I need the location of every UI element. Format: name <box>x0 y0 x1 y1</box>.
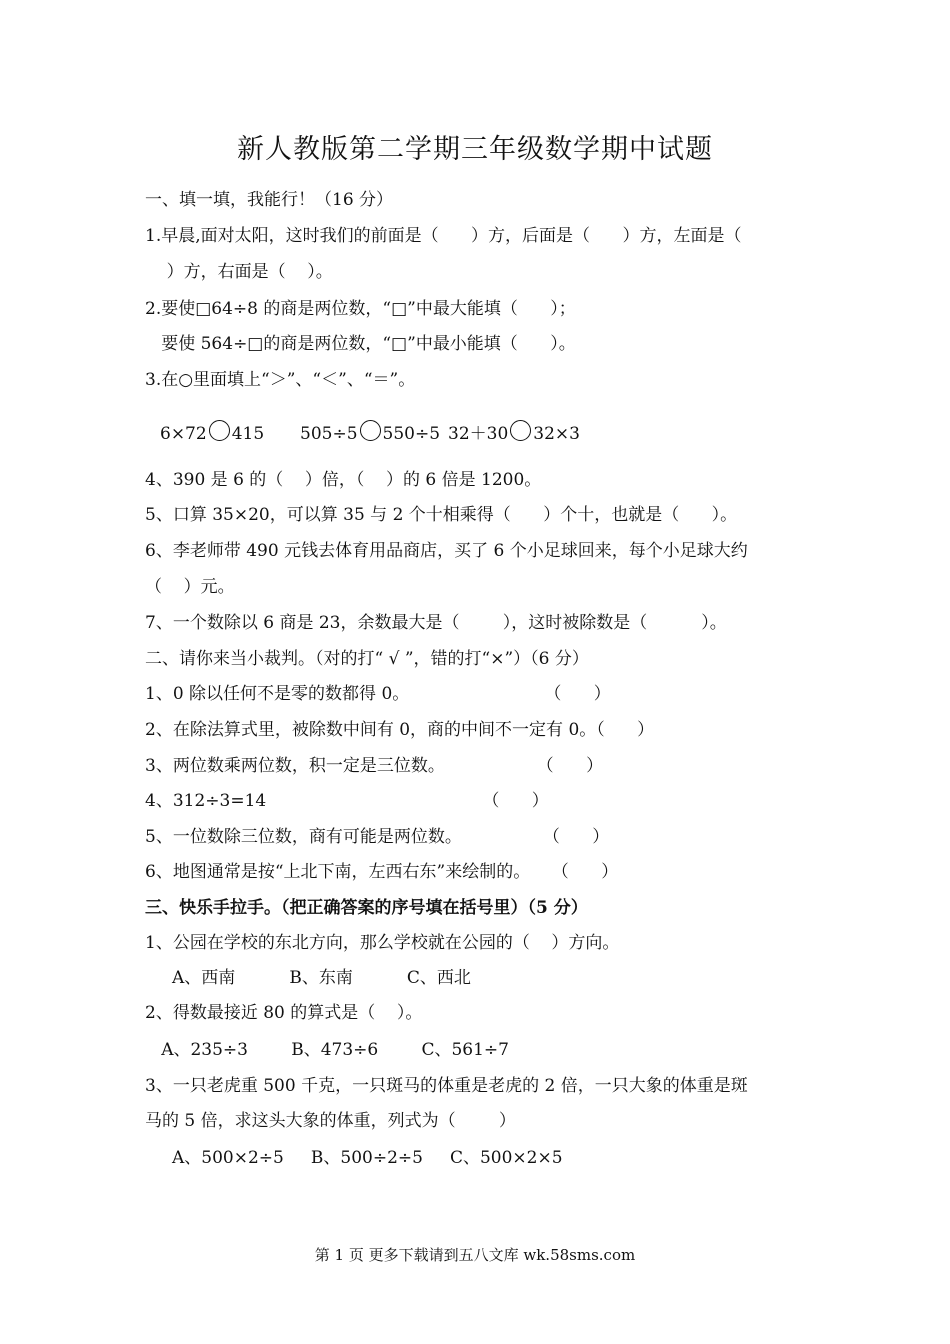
compare-right: 32×3 <box>533 424 580 444</box>
question-line: （ ）元。 <box>145 577 235 597</box>
blank-circle-icon <box>510 420 531 441</box>
judge-item: 6、地图通常是按“上北下南，左西右东”来绘制的。 （ ） <box>145 862 619 882</box>
question-line: 5、口算 35×20，可以算 35 与 2 个十相乘得（ ）个十，也就是（ ）。 <box>145 505 738 525</box>
section-2-heading: 二、请你来当小裁判。（对的打“ √ ”，错的打“×”）（6 分） <box>145 649 589 669</box>
compare-item <box>160 420 264 447</box>
question-line: 3.在○里面填上“＞”、“＜”、“＝”。 <box>145 370 416 390</box>
compare-left: 32＋30 <box>448 424 509 444</box>
blank-circle-icon <box>209 420 230 441</box>
choice-question: 3、一只老虎重 500 千克，一只斑马的体重是老虎的 2 倍，一只大象的体重是斑 <box>145 1076 748 1096</box>
compare-left: 6×72 <box>160 424 207 444</box>
compare-item <box>300 420 440 447</box>
judge-item: 1、0 除以任何不是零的数都得 0。 （ ） <box>145 684 611 704</box>
compare-left: 505÷5 <box>300 424 358 444</box>
choice-question: 1、公园在学校的东北方向，那么学校就在公园的（ ）方向。 <box>145 933 620 953</box>
choice-options: A、235÷3 B、473÷6 C、561÷7 <box>145 1040 509 1060</box>
page-title: 新人教版第二学期三年级数学期中试题 <box>237 134 713 165</box>
question-line: 6、李老师带 490 元钱去体育用品商店，买了 6 个小足球回来，每个小足球大约 <box>145 541 748 561</box>
judge-item: 5、一位数除三位数，商有可能是两位数。 （ ） <box>145 827 610 847</box>
judge-item: 2、在除法算式里，被除数中间有 0，商的中间不一定有 0。（ ） <box>145 720 655 740</box>
section-3-heading: 三、快乐手拉手。（把正确答案的序号填在括号里）（5 分） <box>145 898 588 918</box>
judge-item: 4、312÷3=14 （ ） <box>145 791 549 811</box>
choice-options: A、500×2÷5 B、500÷2÷5 C、500×2×5 <box>145 1148 563 1168</box>
question-line: 2.要使□64÷8 的商是两位数，“□”中最大能填（ ）； <box>145 299 576 319</box>
compare-row <box>0 420 950 448</box>
choice-question: 2、得数最接近 80 的算式是（ ）。 <box>145 1003 423 1023</box>
question-line: 4、390 是 6 的（ ）倍，（ ）的 6 倍是 1200。 <box>145 470 542 490</box>
page-footer: 第 1 页 更多下载请到五八文库 wk.58sms.com <box>314 1246 636 1264</box>
judge-item: 3、两位数乘两位数，积一定是三位数。 （ ） <box>145 756 604 776</box>
compare-item <box>448 420 580 447</box>
question-line: ）方，右面是（ ）。 <box>145 262 333 282</box>
compare-right: 550÷5 <box>382 424 441 444</box>
blank-circle-icon <box>360 420 381 441</box>
question-line: 7、一个数除以 6 商是 23，余数最大是（ ），这时被除数是（ ）。 <box>145 613 727 633</box>
question-line: 1.早晨,面对太阳，这时我们的前面是（ ）方，后面是（ ）方，左面是（ <box>145 226 742 246</box>
choice-options: A、西南 B、东南 C、西北 <box>145 968 471 988</box>
compare-right: 415 <box>231 424 265 444</box>
section-1-heading: 一、填一填，我能行！（16 分） <box>145 190 394 210</box>
question-line: 要使 564÷□的商是两位数，“□”中最小能填（ ）。 <box>145 334 576 354</box>
choice-question: 马的 5 倍，求这头大象的体重，列式为（ ） <box>145 1111 516 1131</box>
